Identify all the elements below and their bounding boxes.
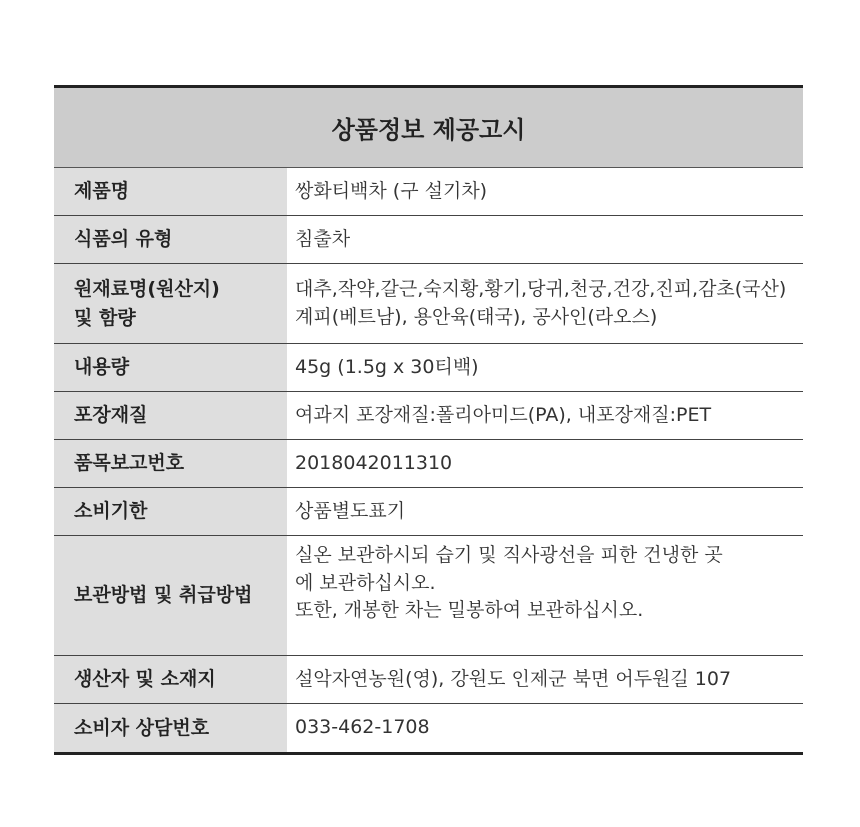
row-label: 제품명 [54,168,287,215]
row-value-line: 또한, 개봉한 차는 밀봉하여 보관하십시오. [295,599,644,622]
row-label: 포장재질 [54,392,287,439]
row-label-line: 및 함량 [74,306,136,329]
row-value-line: 대추,작약,갈근,숙지황,황기,당귀,천궁,건강,진피,감초(국산) [295,277,787,300]
row-label: 품목보고번호 [54,440,287,487]
table-row [54,704,803,752]
table-row [54,344,803,392]
row-label-line: 원재료명(원산지) [74,278,220,300]
row-label: 식품의 유형 [54,216,287,263]
row-value: 45g (1.5g x 30티백) [287,344,803,391]
notice-title: 상품정보 제공고시 [54,88,803,168]
row-value: 2018042011310 [287,440,803,487]
table-row [54,536,803,656]
table-row [54,264,803,344]
table-row [54,656,803,704]
product-info-notice [54,85,803,755]
row-value: 여과지 포장재질:폴리아미드(PA), 내포장재질:PET [287,392,803,439]
row-value-line: 실온 보관하시되 습기 및 직사광선을 피한 건냉한 곳 [295,544,723,566]
table-row [54,488,803,536]
row-label: 내용량 [54,344,287,391]
row-label: 소비자 상담번호 [54,704,287,752]
row-value [287,536,803,655]
row-label [54,264,287,343]
row-label: 보관방법 및 취급방법 [54,536,287,655]
table-row [54,440,803,488]
table-row [54,392,803,440]
row-value: 설악자연농원(영), 강원도 인제군 북면 어두원길 107 [287,656,803,703]
row-label: 생산자 및 소재지 [54,656,287,703]
row-value [287,264,803,343]
row-value: 033-462-1708 [287,704,803,752]
row-value-line: 계피(베트남), 용안육(태국), 공사인(라오스) [295,305,658,328]
row-value: 상품별도표기 [287,488,803,535]
table-row [54,168,803,216]
row-value: 침출차 [287,216,803,263]
row-value: 쌍화티백차 (구 설기차) [287,168,803,215]
row-label: 소비기한 [54,488,287,535]
table-row [54,216,803,264]
row-value-line: 에 보관하십시오. [295,571,436,594]
